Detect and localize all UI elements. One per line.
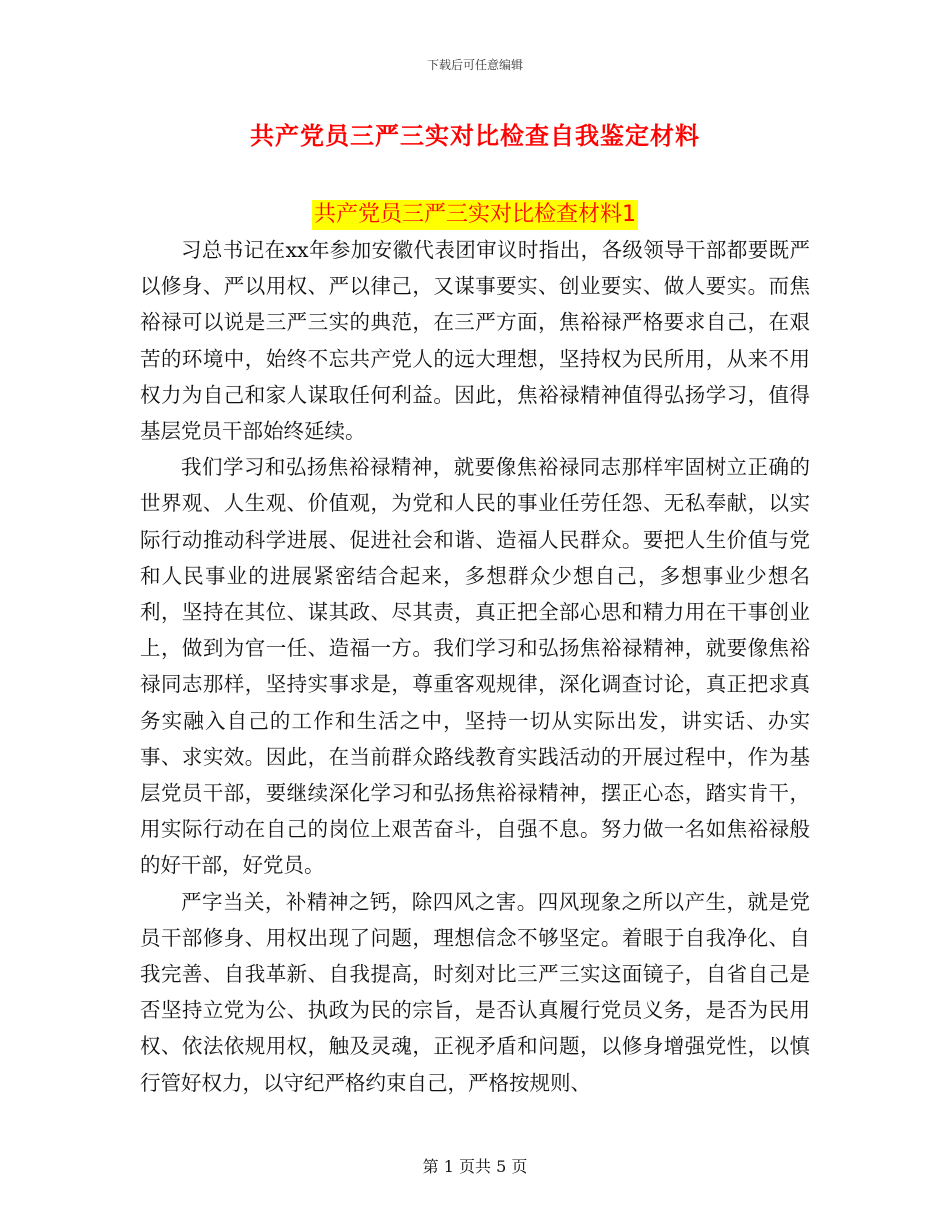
paragraph-3: 严字当关，补精神之钙，除四风之害。四风现象之所以产生，就是党员干部修身、用权出现了问题，理想信念不够坚定。着眼于自我净化、自我完善、自我革新、自我提高，时刻对比三严三实这面镜子，自省自己是否坚持立党为公、执政为民的宗旨，是否认真履行党员义务，是否为民用权、依法依规用权，触及灵魂，正视矛盾和问题，以修身增强党性，以慎行管好权力，以守纪严格约束自己，严格按规则、 <box>140 889 810 1095</box>
body-text <box>140 232 810 1101</box>
header-note: 下载后可任意编辑 <box>426 58 523 72</box>
document-title: 共产党员三严三实对比检查自我鉴定材料 <box>250 122 700 150</box>
paragraph-1: 习总书记在xx年参加安徽代表团审议时指出，各级领导干部都要既严以修身、严以用权、严以律己，又谋事要实、创业要实、做人要实。而焦裕禄可以说是三严三实的典范，在三严方面，焦裕禄严格要求自己，在艰苦的环境中，始终不忘共产党人的远大理想，坚持权为民所用，从来不用权力为自己和家人谋取任何利益。因此，焦裕禄精神值得弘扬学习，值得基层党员干部始终延续。 <box>140 238 810 444</box>
paragraph-2: 我们学习和弘扬焦裕禄精神，就要像焦裕禄同志那样牢固树立正确的世界观、人生观、价值观，为党和人民的事业任劳任怨、无私奉献，以实际行动推动科学进展、促进社会和谐、造福人民群众。要把人生价值与党和人民事业的进展紧密结合起来，多想群众少想自己，多想事业少想名利，坚持在其位、谋其政、尽其责，真正把全部心思和精力用在干事创业上，做到为官一任、造福一方。我们学习和弘扬焦裕禄精神，就要像焦裕禄同志那样，坚持实事求是，尊重客观规律，深化调查讨论，真正把求真务实融入自己的工作和生活之中，坚持一切从实际出发，讲实话、办实事、求实效。因此，在当前群众路线教育实践活动的开展过程中，作为基层党员干部，要继续深化学习和弘扬焦裕禄精神，摆正心态，踏实肯干，用实际行动在自己的岗位上艰苦奋斗，自强不息。努力做一名如焦裕禄般的好干部，好党员。 <box>140 455 810 878</box>
section-heading: 共产党员三严三实对比检查材料1 <box>312 200 638 230</box>
page-number: 第 1 页共 5 页 <box>422 1157 528 1176</box>
section-heading-container <box>0 200 950 230</box>
